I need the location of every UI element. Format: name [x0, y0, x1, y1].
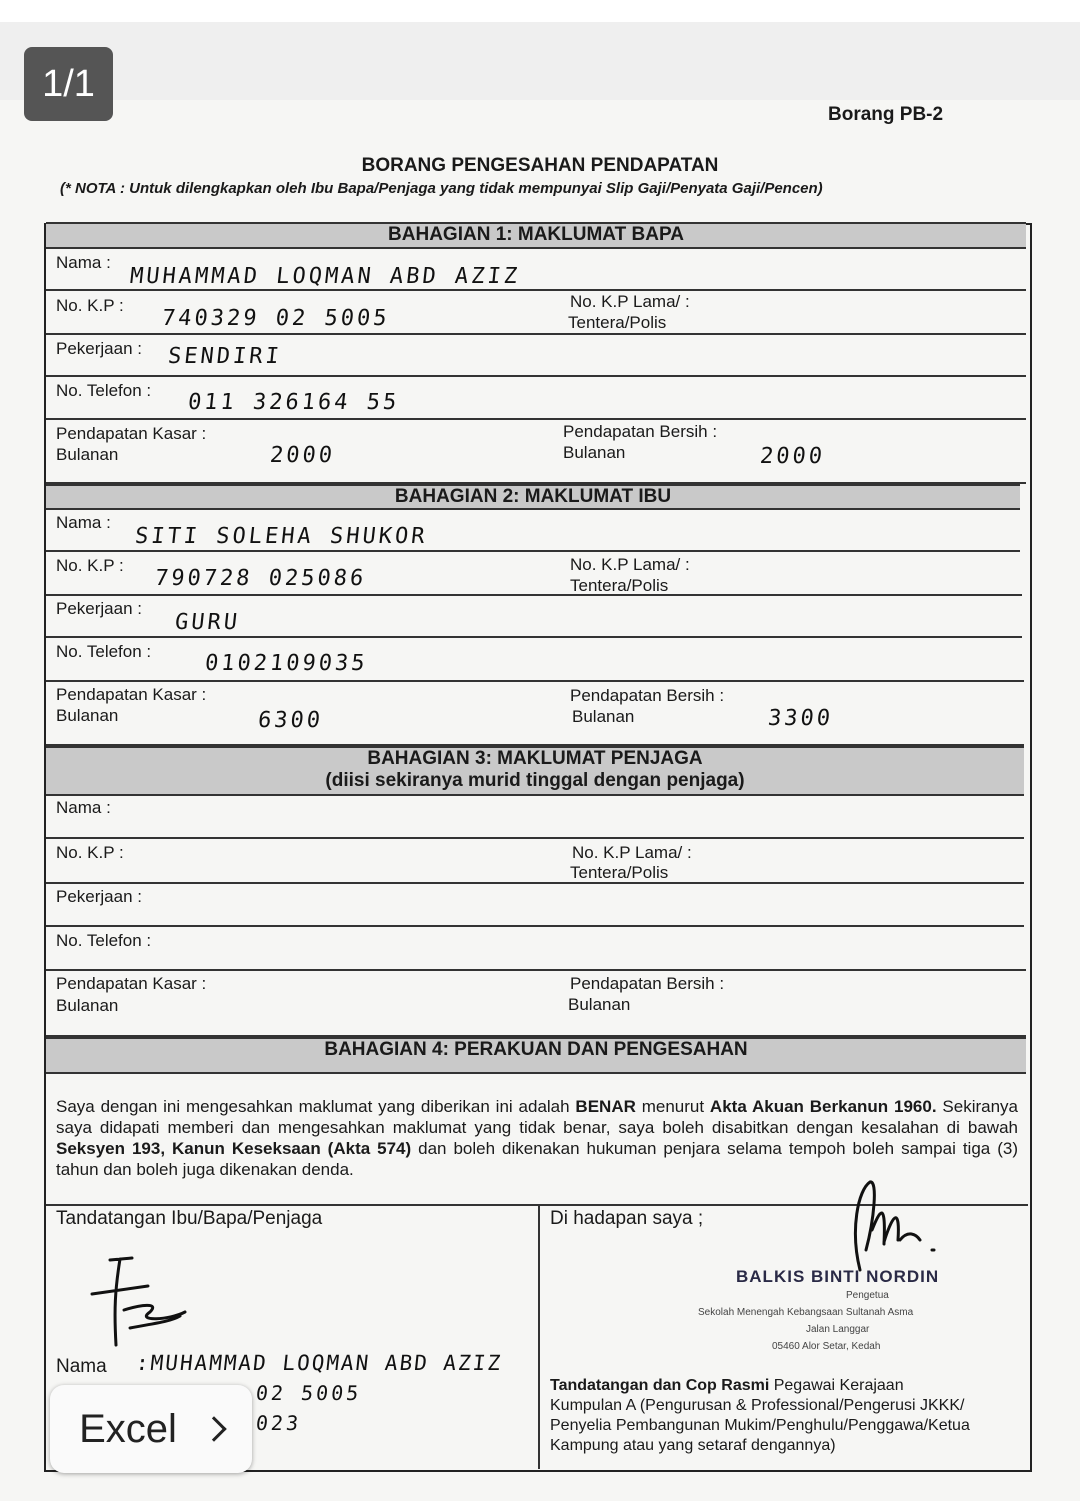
- signer-kp-value: 02 5005: [254, 1381, 363, 1405]
- section2-net-label: Pendapatan Bersih :: [570, 686, 725, 705]
- section3-job-label: Pekerjaan :: [56, 887, 142, 906]
- section2-gross-value: 6300: [256, 708, 325, 733]
- section1-name-value: MUHAMMAD LOQMAN ABD AZIZ: [128, 264, 522, 289]
- section4-title: BAHAGIAN 4: PERAKUAN DAN PENGESAHAN: [324, 1039, 748, 1060]
- section2-gross-label: Pendapatan Kasar :: [56, 685, 207, 704]
- parent-signature-label: Tandatangan Ibu/Bapa/Penjaga: [56, 1208, 323, 1229]
- section3-tentera-label: Tentera/Polis: [570, 863, 669, 882]
- section1-gross-label: Pendapatan Kasar :: [56, 424, 207, 443]
- official-caption-line-2: Kumpulan A (Pengurusan & Professional/Pengerusi JKKK/: [550, 1397, 965, 1414]
- signer-extra-value: 023: [254, 1411, 303, 1435]
- page-counter: 1/1: [24, 47, 113, 121]
- section3-kp-label: No. K.P :: [56, 843, 124, 862]
- section2-name-label: Nama :: [56, 513, 111, 532]
- stamp-street: Jalan Langgar: [806, 1324, 870, 1335]
- section3-net-monthly-label: Bulanan: [568, 995, 631, 1014]
- official-caption-line-3: Penyelia Pembangunan Mukim/Penghulu/Penggawa/Ketua: [550, 1417, 970, 1434]
- section3-kp-row: [46, 839, 1024, 884]
- section3-gross-monthly-label: Bulanan: [56, 996, 119, 1015]
- signer-name-value: :MUHAMMAD LOQMAN ABD AZIZ: [134, 1351, 504, 1375]
- section3-heading: [46, 746, 1024, 796]
- section1-tentera-label: Tentera/Polis: [568, 313, 667, 332]
- section1-gross-value: 2000: [268, 443, 337, 468]
- section2-job-label: Pekerjaan :: [56, 599, 142, 618]
- form-title: BORANG PENGESAHAN PENDAPATAN: [361, 155, 719, 176]
- open-in-excel-button[interactable]: [50, 1385, 252, 1473]
- section2-phone-row: [46, 638, 1024, 682]
- section2-kp-lama-label: No. K.P Lama/ :: [570, 555, 690, 574]
- stamp-school: Sekolah Menengah Kebangsaan Sultanah Asma: [698, 1307, 914, 1318]
- section2-kp-label: No. K.P :: [56, 556, 124, 575]
- declaration-bold-2: Akta Akuan Berkanun 1960.: [709, 1097, 937, 1116]
- section1-heading: BAHAGIAN 1: MAKLUMAT BAPA: [46, 222, 1026, 249]
- section4-heading: [46, 1037, 1026, 1074]
- section1-phone-value: 011 326164 55: [186, 390, 401, 415]
- section3-phone-row: [46, 927, 1026, 971]
- official-signature-drawing: [820, 1170, 950, 1280]
- section1-net-label: Pendapatan Bersih :: [563, 422, 718, 441]
- before-me-label: Di hadapan saya ;: [550, 1208, 704, 1229]
- section1-gross-monthly-label: Bulanan: [56, 445, 119, 464]
- form-code: Borang PB-2: [828, 104, 944, 125]
- section1-phone-label: No. Telefon :: [56, 381, 152, 400]
- section2-gross-monthly-label: Bulanan: [56, 706, 119, 725]
- stamp-city: 05460 Alor Setar, Kedah: [772, 1341, 881, 1352]
- section3-gross-label: Pendapatan Kasar :: [56, 974, 207, 993]
- section2-tentera-label: Tentera/Polis: [570, 576, 669, 595]
- section1-job-label: Pekerjaan :: [56, 339, 142, 358]
- section1-name-label: Nama :: [56, 253, 111, 272]
- section2-net-value: 3300: [766, 706, 835, 731]
- section1-kp-label: No. K.P :: [56, 296, 124, 315]
- official-signature-caption: [550, 1376, 970, 1456]
- parent-signature-drawing: [80, 1250, 200, 1350]
- section2-net-monthly-label: Bulanan: [572, 707, 635, 726]
- section2-heading: BAHAGIAN 2: MAKLUMAT IBU: [46, 484, 1020, 510]
- declaration-bold-3: Seksyen 193, Kanun Keseksaan (Akta 574): [56, 1139, 412, 1158]
- section3-name-label: Nama :: [56, 798, 111, 817]
- section2-job-value: GURU: [173, 610, 242, 635]
- declaration-part-2: menurut: [635, 1097, 710, 1116]
- section3-subtitle: (diisi sekiranya murid tinggal dengan penjaga): [325, 770, 745, 791]
- stamp-officer-name: BALKIS BINTI NORDIN: [736, 1267, 940, 1286]
- form-note: (* NOTA : Untuk dilengkapkan oleh Ibu Bapa/Penjaga yang tidak mempunyai Slip Gaji/Penyata Gaji/Pencen): [60, 180, 823, 197]
- stamp-title: Pengetua: [846, 1290, 889, 1301]
- section1-kp-lama-label: No. K.P Lama/ :: [570, 292, 690, 311]
- declaration-bold-1: BENAR: [575, 1097, 636, 1116]
- section1-kp-value: 740329 02 5005: [160, 306, 391, 331]
- chevron-right-icon: [201, 1416, 226, 1441]
- section2-phone-value: 0102109035: [203, 651, 369, 676]
- declaration-part-4: dan boleh dikenakan hukuman penjara selama tempoh boleh sampai tiga (3) tahun dan boleh juga dikenakan denda.: [56, 1139, 1018, 1179]
- section2-name-value: SITI SOLEHA SHUKOR: [133, 524, 429, 549]
- section2-phone-label: No. Telefon :: [56, 642, 152, 661]
- section3-title: BAHAGIAN 3: MAKLUMAT PENJAGA: [367, 748, 703, 769]
- open-in-excel-label: Excel: [79, 1406, 177, 1451]
- declaration-text: [56, 1096, 1018, 1180]
- signer-name-label: Nama: [56, 1356, 107, 1377]
- viewer-top-bar: [0, 0, 1080, 22]
- declaration-part-1: Saya dengan ini mengesahkan maklumat yang diberikan ini adalah: [56, 1097, 576, 1116]
- section3-net-label: Pendapatan Bersih :: [570, 974, 725, 993]
- section1-net-monthly-label: Bulanan: [563, 443, 626, 462]
- section3-name-row: [46, 794, 1024, 839]
- section2-kp-value: 790728 025086: [153, 566, 368, 591]
- declaration-part-3: Sekiranya saya didapati memberi dan mengesahkan maklumat yang tidak benar, saya boleh disabitkan dengan kesalahan di bawah: [56, 1097, 1018, 1137]
- signature-divider: [538, 1204, 540, 1469]
- section1-job-value: SENDIRI: [166, 344, 284, 369]
- official-caption-line-4: Kampung atau yang setaraf dengannya): [550, 1437, 836, 1454]
- official-caption-line-1: Pegawai Kerajaan: [769, 1377, 904, 1394]
- section1-net-value: 2000: [758, 444, 827, 469]
- official-caption-bold: Tandatangan dan Cop Rasmi: [550, 1377, 770, 1394]
- section3-kp-lama-label: No. K.P Lama/ :: [572, 843, 692, 862]
- section3-job-row: [46, 884, 1024, 927]
- section3-phone-label: No. Telefon :: [56, 931, 152, 950]
